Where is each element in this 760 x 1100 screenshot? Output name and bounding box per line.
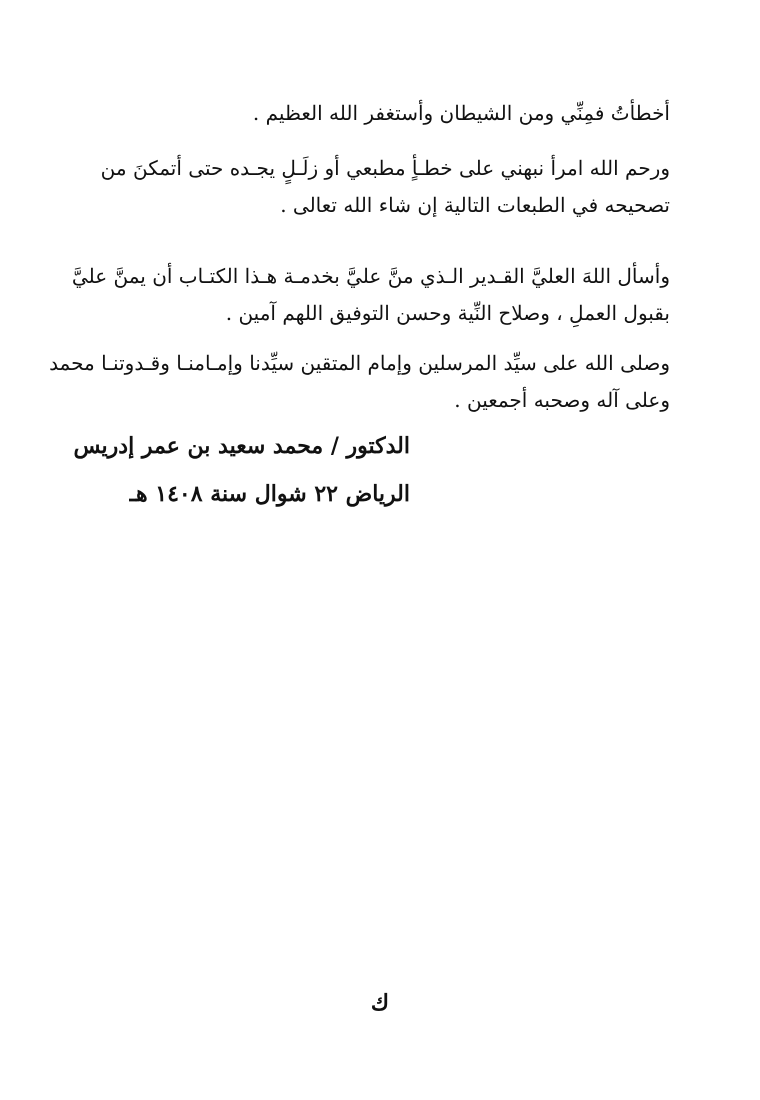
paragraph-closing-apology bbox=[95, 95, 670, 132]
text-line: ورحم الله امرأ نبهني على خطـأٍ مطبعي أو زلَـلٍ يجـده حتى أتمكنَ من bbox=[100, 156, 670, 180]
paragraph-error-request bbox=[95, 150, 670, 224]
author-signature: الدكتور / محمد سعيد بن عمر إدريس bbox=[73, 433, 410, 459]
text-line: بقبول العملِ ، وصلاح النِّية وحسن التوفيق اللهم آمين . bbox=[225, 301, 670, 325]
paragraph-supplication bbox=[71, 258, 670, 332]
page-number: ك bbox=[370, 990, 390, 1016]
signature-date: الرياض ٢٢ شوال سنة ١٤٠٨ هـ bbox=[129, 481, 410, 507]
text-line: وأسأل اللهَ العليَّ القـدير الـذي منَّ عليَّ بخدمـة هـذا الكتـاب أن يمنَّ عليَّ bbox=[71, 264, 670, 288]
paragraph-blessing bbox=[49, 345, 670, 419]
text-line: تصحيحه في الطبعات التالية إن شاء الله تعالى . bbox=[280, 193, 670, 217]
text-line: وصلى الله على سيِّد المرسلين وإمام المتقين سيِّدنا وإمـامنـا وقـدوتنـا محمد bbox=[49, 351, 670, 375]
text-line: أخطأتُ فمِنِّي ومن الشيطان وأستغفر الله العظيم . bbox=[252, 101, 670, 125]
text-line: وعلى آله وصحبه أجمعين . bbox=[454, 388, 670, 412]
